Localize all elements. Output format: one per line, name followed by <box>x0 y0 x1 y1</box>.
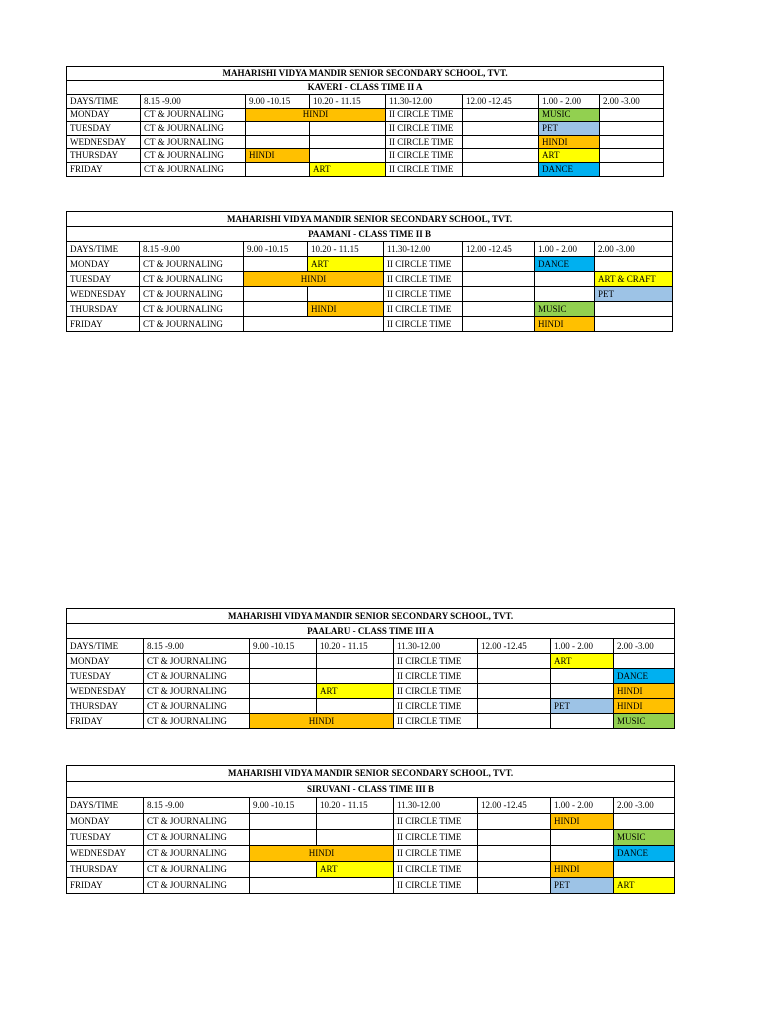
period-cell-art: ART <box>614 878 675 894</box>
period-cell <box>250 862 317 878</box>
day-cell: TUESDAY <box>67 122 141 136</box>
period-cell-dance: DANCE <box>535 257 595 272</box>
period-cell <box>250 684 317 699</box>
period-cell <box>614 654 675 669</box>
table-row <box>67 162 664 176</box>
period-cell <box>478 830 551 846</box>
period-cell: II CIRCLE TIME <box>384 287 463 302</box>
header-cell: 10.20 - 11.15 <box>317 798 394 814</box>
table-row <box>67 149 664 163</box>
period-cell <box>317 814 394 830</box>
day-cell: MONDAY <box>67 814 144 830</box>
header-cell: 12.00 -12.45 <box>478 639 551 654</box>
header-cell: 9.00 -10.15 <box>250 639 317 654</box>
period-cell <box>614 814 675 830</box>
period-cell: II CIRCLE TIME <box>394 862 478 878</box>
header-cell: 2.00 -3.00 <box>614 798 675 814</box>
header-cell: 1.00 - 2.00 <box>551 639 614 654</box>
period-cell-art: ART <box>310 162 386 176</box>
period-cell <box>463 257 535 272</box>
period-cell: CT & JOURNALING <box>144 846 250 862</box>
period-cell: II CIRCLE TIME <box>394 699 478 714</box>
header-cell: DAYS/TIME <box>67 95 141 109</box>
table-row <box>67 272 673 287</box>
header-cell: 12.00 -12.45 <box>478 798 551 814</box>
period-cell <box>317 654 394 669</box>
period-cell-music: MUSIC <box>614 830 675 846</box>
header-cell: 8.15 -9.00 <box>141 95 246 109</box>
day-cell: TUESDAY <box>67 272 140 287</box>
period-cell: II CIRCLE TIME <box>386 162 463 176</box>
period-cell <box>600 162 664 176</box>
period-cell-pet: PET <box>539 122 600 136</box>
header-cell: 11.30-12.00 <box>394 798 478 814</box>
period-cell-art: ART <box>551 654 614 669</box>
header-cell: 2.00 -3.00 <box>600 95 664 109</box>
period-cell: II CIRCLE TIME <box>394 654 478 669</box>
period-cell-art: ART <box>308 257 384 272</box>
period-cell <box>478 714 551 729</box>
period-cell <box>614 862 675 878</box>
period-cell: II CIRCLE TIME <box>394 684 478 699</box>
period-cell <box>478 699 551 714</box>
period-cell: CT & JOURNALING <box>144 654 250 669</box>
period-cell: II CIRCLE TIME <box>384 257 463 272</box>
class-title: SIRUVANI - CLASS TIME III B <box>67 782 675 798</box>
period-cell: CT & JOURNALING <box>144 830 250 846</box>
period-cell: II CIRCLE TIME <box>384 272 463 287</box>
period-cell-pet: PET <box>551 878 614 894</box>
period-cell <box>246 162 310 176</box>
period-cell: II CIRCLE TIME <box>386 149 463 163</box>
header-cell: 12.00 -12.45 <box>463 242 535 257</box>
day-cell: WEDNESDAY <box>67 684 144 699</box>
period-cell <box>600 122 664 136</box>
timetable-siruvani <box>66 765 675 894</box>
header-cell: 11.30-12.00 <box>384 242 463 257</box>
period-cell <box>463 108 539 122</box>
period-cell-music: MUSIC <box>535 302 595 317</box>
period-cell <box>250 699 317 714</box>
period-cell <box>317 830 394 846</box>
period-cell: II CIRCLE TIME <box>386 122 463 136</box>
header-cell: 2.00 -3.00 <box>614 639 675 654</box>
period-cell-hindi: HINDI <box>246 149 310 163</box>
period-cell-hindi: HINDI <box>250 846 394 862</box>
period-cell-pet: PET <box>551 699 614 714</box>
period-cell <box>244 302 308 317</box>
header-cell: 9.00 -10.15 <box>246 95 310 109</box>
period-cell <box>595 317 673 332</box>
period-cell <box>478 814 551 830</box>
period-cell-hindi: HINDI <box>535 317 595 332</box>
period-cell-hindi: HINDI <box>244 272 384 287</box>
period-cell-hindi: HINDI <box>614 684 675 699</box>
period-cell: II CIRCLE TIME <box>384 317 463 332</box>
period-cell: CT & JOURNALING <box>141 135 246 149</box>
period-cell <box>535 287 595 302</box>
period-cell <box>463 287 535 302</box>
period-cell <box>478 846 551 862</box>
period-cell-music: MUSIC <box>539 108 600 122</box>
header-cell: 1.00 - 2.00 <box>551 798 614 814</box>
period-cell <box>551 714 614 729</box>
day-cell: TUESDAY <box>67 669 144 684</box>
header-cell: 10.20 - 11.15 <box>317 639 394 654</box>
period-cell: II CIRCLE TIME <box>394 830 478 846</box>
period-cell <box>478 862 551 878</box>
day-cell: WEDNESDAY <box>67 846 144 862</box>
header-cell: 10.20 - 11.15 <box>310 95 386 109</box>
period-cell: CT & JOURNALING <box>141 162 246 176</box>
table-row <box>67 878 675 894</box>
period-cell <box>551 684 614 699</box>
table-row <box>67 684 675 699</box>
header-cell: 8.15 -9.00 <box>144 639 250 654</box>
period-cell <box>478 878 551 894</box>
timetable-paamani <box>66 211 673 332</box>
period-cell <box>463 122 539 136</box>
period-cell-hindi: HINDI <box>614 699 675 714</box>
period-cell: CT & JOURNALING <box>140 302 244 317</box>
table-row <box>67 699 675 714</box>
school-name-heading: MAHARISHI VIDYA MANDIR SENIOR SECONDARY SCHOOL, TVT. <box>67 67 664 81</box>
day-cell: FRIDAY <box>67 162 141 176</box>
header-cell: 1.00 - 2.00 <box>535 242 595 257</box>
school-name-heading: MAHARISHI VIDYA MANDIR SENIOR SECONDARY SCHOOL, TVT. <box>67 609 675 624</box>
period-cell <box>246 135 310 149</box>
period-cell: II CIRCLE TIME <box>386 135 463 149</box>
period-cell <box>551 830 614 846</box>
table-row <box>67 654 675 669</box>
period-cell-hindi: HINDI <box>250 714 394 729</box>
header-cell: 9.00 -10.15 <box>244 242 308 257</box>
day-cell: MONDAY <box>67 108 141 122</box>
period-cell: CT & JOURNALING <box>144 669 250 684</box>
day-cell: THURSDAY <box>67 149 141 163</box>
period-cell-art-craft: ART & CRAFT <box>595 272 673 287</box>
header-cell: 8.15 -9.00 <box>144 798 250 814</box>
period-cell-music: MUSIC <box>614 714 675 729</box>
day-cell: WEDNESDAY <box>67 135 141 149</box>
period-cell <box>310 122 386 136</box>
period-cell <box>463 272 535 287</box>
class-title: PAALARU - CLASS TIME III A <box>67 624 675 639</box>
period-cell <box>463 162 539 176</box>
header-cell: 12.00 -12.45 <box>463 95 539 109</box>
table-row <box>67 714 675 729</box>
period-cell: CT & JOURNALING <box>140 272 244 287</box>
period-cell <box>463 302 535 317</box>
period-cell-dance: DANCE <box>539 162 600 176</box>
period-cell <box>250 654 317 669</box>
period-cell: CT & JOURNALING <box>141 122 246 136</box>
header-cell: DAYS/TIME <box>67 242 140 257</box>
period-cell <box>478 669 551 684</box>
period-cell: II CIRCLE TIME <box>394 814 478 830</box>
period-cell-art: ART <box>317 684 394 699</box>
period-cell: CT & JOURNALING <box>144 714 250 729</box>
class-title: PAAMANI - CLASS TIME II B <box>67 227 673 242</box>
table-row <box>67 135 664 149</box>
period-cell <box>600 108 664 122</box>
period-cell: II CIRCLE TIME <box>386 108 463 122</box>
period-cell <box>310 135 386 149</box>
period-cell <box>250 878 394 894</box>
period-cell-hindi: HINDI <box>308 302 384 317</box>
period-cell <box>310 149 386 163</box>
day-cell: FRIDAY <box>67 317 140 332</box>
day-cell: THURSDAY <box>67 302 140 317</box>
header-cell: 10.20 - 11.15 <box>308 242 384 257</box>
period-cell <box>317 669 394 684</box>
period-cell <box>250 814 317 830</box>
period-cell: CT & JOURNALING <box>144 862 250 878</box>
period-cell <box>250 830 317 846</box>
timetable-kaveri <box>66 66 664 177</box>
period-cell: II CIRCLE TIME <box>394 878 478 894</box>
day-cell: FRIDAY <box>67 878 144 894</box>
period-cell <box>600 149 664 163</box>
header-cell: 1.00 - 2.00 <box>539 95 600 109</box>
period-cell: CT & JOURNALING <box>141 149 246 163</box>
period-cell-art: ART <box>317 862 394 878</box>
period-cell-art: ART <box>539 149 600 163</box>
table-row <box>67 122 664 136</box>
period-cell <box>595 257 673 272</box>
day-cell: FRIDAY <box>67 714 144 729</box>
period-cell <box>463 317 535 332</box>
period-cell: CT & JOURNALING <box>140 257 244 272</box>
header-cell: 9.00 -10.15 <box>250 798 317 814</box>
period-cell <box>478 684 551 699</box>
period-cell <box>244 257 308 272</box>
period-cell <box>246 122 310 136</box>
class-title: KAVERI - CLASS TIME II A <box>67 81 664 95</box>
header-cell: 11.30-12.00 <box>386 95 463 109</box>
period-cell-dance: DANCE <box>614 669 675 684</box>
period-cell <box>551 846 614 862</box>
period-cell <box>551 669 614 684</box>
table-row <box>67 846 675 862</box>
school-name-heading: MAHARISHI VIDYA MANDIR SENIOR SECONDARY SCHOOL, TVT. <box>67 766 675 782</box>
day-cell: TUESDAY <box>67 830 144 846</box>
period-cell: CT & JOURNALING <box>144 878 250 894</box>
school-name-heading: MAHARISHI VIDYA MANDIR SENIOR SECONDARY SCHOOL, TVT. <box>67 212 673 227</box>
period-cell-hindi: HINDI <box>539 135 600 149</box>
table-row <box>67 257 673 272</box>
table-row <box>67 287 673 302</box>
period-cell <box>250 669 317 684</box>
period-cell: CT & JOURNALING <box>140 317 244 332</box>
period-cell: CT & JOURNALING <box>144 699 250 714</box>
period-cell <box>600 135 664 149</box>
period-cell <box>244 317 384 332</box>
header-cell: DAYS/TIME <box>67 639 144 654</box>
period-cell: CT & JOURNALING <box>141 108 246 122</box>
period-cell: CT & JOURNALING <box>140 287 244 302</box>
day-cell: MONDAY <box>67 257 140 272</box>
period-cell <box>463 149 539 163</box>
period-cell-pet: PET <box>595 287 673 302</box>
period-cell <box>308 287 384 302</box>
period-cell: II CIRCLE TIME <box>394 714 478 729</box>
table-row <box>67 302 673 317</box>
table-row <box>67 830 675 846</box>
header-cell: 2.00 -3.00 <box>595 242 673 257</box>
header-cell: DAYS/TIME <box>67 798 144 814</box>
period-cell-dance: DANCE <box>614 846 675 862</box>
header-cell: 8.15 -9.00 <box>140 242 244 257</box>
period-cell <box>535 272 595 287</box>
period-cell <box>595 302 673 317</box>
table-row <box>67 669 675 684</box>
period-cell-hindi: HINDI <box>551 814 614 830</box>
timetable-paalaru <box>66 608 675 729</box>
table-row <box>67 108 664 122</box>
period-cell <box>478 654 551 669</box>
table-row <box>67 862 675 878</box>
day-cell: WEDNESDAY <box>67 287 140 302</box>
header-cell: 11.30-12.00 <box>394 639 478 654</box>
table-row <box>67 317 673 332</box>
period-cell: CT & JOURNALING <box>144 814 250 830</box>
period-cell <box>317 699 394 714</box>
day-cell: THURSDAY <box>67 699 144 714</box>
period-cell <box>463 135 539 149</box>
day-cell: THURSDAY <box>67 862 144 878</box>
period-cell: II CIRCLE TIME <box>394 846 478 862</box>
period-cell <box>244 287 308 302</box>
period-cell-hindi: HINDI <box>246 108 386 122</box>
period-cell-hindi: HINDI <box>551 862 614 878</box>
period-cell: CT & JOURNALING <box>144 684 250 699</box>
table-row <box>67 814 675 830</box>
period-cell: II CIRCLE TIME <box>384 302 463 317</box>
day-cell: MONDAY <box>67 654 144 669</box>
period-cell: II CIRCLE TIME <box>394 669 478 684</box>
